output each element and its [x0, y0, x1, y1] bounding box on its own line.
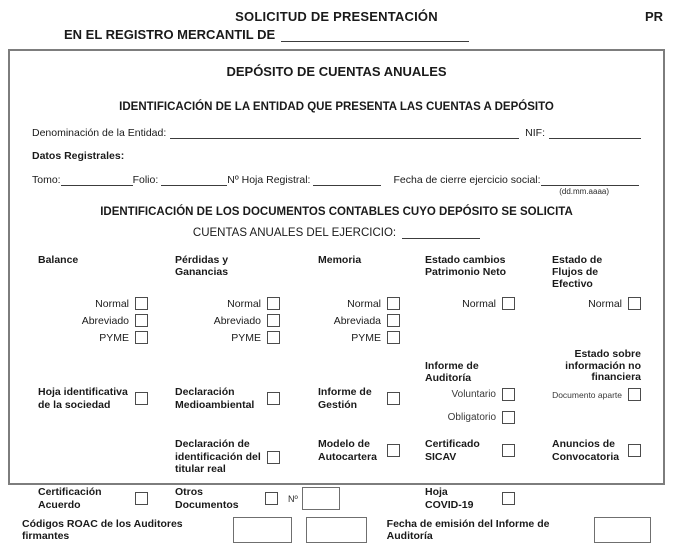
checkbox-certificacion-acuerdo[interactable] — [135, 492, 148, 505]
folio-label: Folio: — [132, 174, 159, 186]
auditoria-voluntario-label: Voluntario — [451, 389, 496, 401]
memoria-normal-label: Normal — [347, 297, 381, 310]
nif-label: NIF: — [525, 127, 545, 139]
form-box — [8, 49, 665, 543]
checkbox-declaracion-titular-real[interactable] — [267, 451, 280, 464]
document-header — [0, 0, 673, 42]
fecha-cierre-label: Fecha de cierre ejercicio social: — [393, 174, 541, 186]
checkbox-pyg-normal[interactable] — [267, 297, 280, 310]
tomo-input-line[interactable] — [61, 173, 133, 186]
pyg-normal-label: Normal — [227, 297, 261, 310]
memoria-header: Memoria — [318, 254, 362, 266]
checkbox-documento-aparte[interactable] — [628, 388, 641, 401]
folio-input-line[interactable] — [161, 173, 227, 186]
documents-section-heading: IDENTIFICACIÓN DE LOS DOCUMENTOS CONTABLES CUYO DEPÓSITO SE SOLICITA — [100, 206, 573, 218]
hoja-covid-label: Hoja COVID-19 — [425, 485, 474, 511]
registro-mercantil-input-line[interactable] — [281, 29, 469, 42]
entity-section-heading: IDENTIFICACIÓN DE LA ENTIDAD QUE PRESENTA LAS CUENTAS A DEPÓSITO — [119, 101, 554, 113]
otros-documentos-numero-input[interactable] — [302, 487, 340, 510]
registro-mercantil-label: EN EL REGISTRO MERCANTIL DE — [64, 27, 276, 42]
checkbox-auditoria-voluntario[interactable] — [502, 388, 515, 401]
fecha-formato-hint: (dd.mm.aaaa) — [559, 187, 609, 196]
informe-auditoria-header: Informe de Auditoría — [425, 360, 479, 385]
balance-header: Balance — [38, 254, 79, 266]
memoria-pyme-label: PYME — [351, 331, 381, 344]
corner-code: PR — [644, 9, 663, 24]
denominacion-input-line[interactable] — [170, 126, 519, 139]
roac-code-2-input[interactable] — [306, 517, 367, 543]
checkbox-balance-abreviado[interactable] — [135, 314, 148, 327]
balance-pyme-label: PYME — [99, 331, 129, 344]
tomo-label: Tomo: — [32, 174, 61, 186]
documents-grid — [22, 254, 651, 511]
checkbox-flujos-normal[interactable] — [628, 297, 641, 310]
nif-input-line[interactable] — [549, 126, 641, 139]
form-title: DEPÓSITO DE CUENTAS ANUALES — [226, 64, 447, 79]
fecha-cierre-input-line[interactable] — [541, 173, 639, 186]
informe-gestion-label: Informe de Gestión — [318, 386, 372, 411]
checkbox-estado-cambios-normal[interactable] — [502, 297, 515, 310]
estado-cambios-header: Estado cambios Patrimonio Neto — [425, 254, 507, 279]
estado-cambios-normal-label: Normal — [462, 297, 496, 310]
checkbox-modelo-autocartera[interactable] — [387, 444, 400, 457]
checkbox-declaracion-medioambiental[interactable] — [267, 392, 280, 405]
documento-aparte-label: Documento aparte — [552, 389, 622, 400]
pyg-abreviado-label: Abreviado — [213, 314, 261, 327]
checkbox-memoria-normal[interactable] — [387, 297, 400, 310]
flujos-normal-label: Normal — [588, 297, 622, 310]
certificacion-acuerdo-label: Certificación Acuerdo — [38, 485, 102, 511]
fecha-emision-label: Fecha de emisión del Informe de Auditoría — [386, 518, 550, 543]
checkbox-otros-documentos[interactable] — [265, 492, 278, 505]
checkbox-anuncios-convocatoria[interactable] — [628, 444, 641, 457]
roac-label: Códigos ROAC de los Auditores firmantes — [22, 518, 183, 543]
checkbox-memoria-abreviada[interactable] — [387, 314, 400, 327]
checkbox-auditoria-obligatorio[interactable] — [502, 411, 515, 424]
perdidas-ganancias-header: Pérdidas y Ganancias — [175, 254, 229, 279]
anuncios-convocatoria-label: Anuncios de Convocatoria — [552, 438, 620, 463]
checkbox-pyg-abreviado[interactable] — [267, 314, 280, 327]
datos-registrales-label: Datos Registrales: — [32, 150, 125, 162]
footer-row — [22, 517, 651, 543]
declaracion-titular-real-label: Declaración de identificación del titular real — [175, 438, 261, 476]
checkbox-balance-pyme[interactable] — [135, 331, 148, 344]
hoja-identificativa-label: Hoja identificativa de la sociedad — [38, 386, 128, 411]
document-title: SOLICITUD DE PRESENTACIÓN — [235, 9, 438, 24]
hoja-registral-input-line[interactable] — [313, 173, 381, 186]
checkbox-hoja-identificativa[interactable] — [135, 392, 148, 405]
roac-code-1-input[interactable] — [233, 517, 292, 543]
otros-documentos-label: Otros Documentos — [175, 485, 239, 511]
denominacion-label: Denominación de la Entidad: — [32, 127, 167, 139]
checkbox-informe-gestion[interactable] — [387, 392, 400, 405]
hoja-registral-label: Nº Hoja Registral: — [227, 174, 311, 186]
checkbox-certificado-sicav[interactable] — [502, 444, 515, 457]
declaracion-medioambiental-label: Declaración Medioambiental — [175, 386, 255, 411]
auditoria-obligatorio-label: Obligatorio — [447, 412, 496, 424]
ejercicio-input-line[interactable] — [402, 226, 480, 239]
memoria-abreviada-label: Abreviada — [333, 314, 381, 327]
certificado-sicav-label: Certificado SICAV — [425, 438, 480, 463]
numero-label: Nº — [288, 493, 298, 504]
checkbox-hoja-covid[interactable] — [502, 492, 515, 505]
checkbox-pyg-pyme[interactable] — [267, 331, 280, 344]
balance-normal-label: Normal — [95, 297, 129, 310]
ejercicio-label: CUENTAS ANUALES DEL EJERCICIO: — [192, 227, 397, 239]
pyg-pyme-label: PYME — [231, 331, 261, 344]
checkbox-balance-normal[interactable] — [135, 297, 148, 310]
modelo-autocartera-label: Modelo de Autocartera — [318, 438, 377, 463]
info-no-financiera-header: Estado sobre información no financiera — [565, 347, 641, 384]
checkbox-memoria-pyme[interactable] — [387, 331, 400, 344]
fecha-emision-input[interactable] — [594, 517, 651, 543]
balance-abreviado-label: Abreviado — [81, 314, 129, 327]
flujos-efectivo-header: Estado de Flujos de Efectivo — [552, 254, 603, 291]
